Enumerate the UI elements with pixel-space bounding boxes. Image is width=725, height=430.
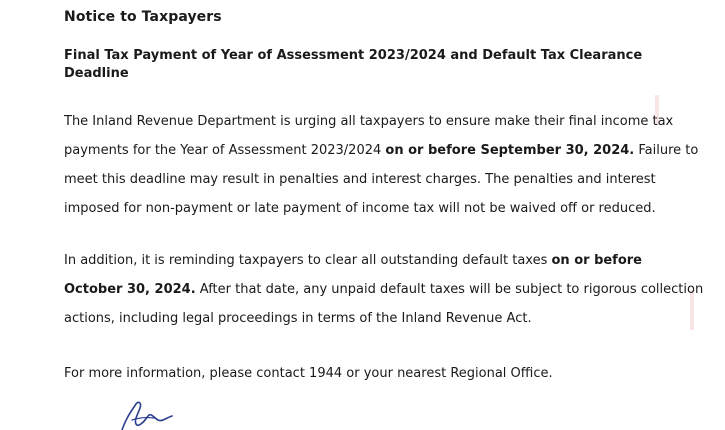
paragraph-text: In addition, it is reminding taxpayers to clear all outstanding default taxes — [64, 253, 552, 268]
contact-text: For more information, please contact 1944 or your nearest Regional Office. — [64, 366, 553, 381]
paragraph-text: After that date, any unpaid default taxes will be subject to rigorous collection actions, including legal proceedings in terms of the Inland Revenue Act. — [64, 282, 704, 326]
signature-mark — [118, 400, 178, 430]
paragraph-text: The Inland Revenue Department is urging all taxpayers to ensure make their final income tax payments for the Year of Assessment 2023/2024 — [64, 114, 674, 158]
deadline-highlight: on or before September 30, 2024. — [385, 143, 635, 158]
paragraph-contact — [64, 359, 704, 388]
paragraph-final-payment — [64, 107, 704, 223]
paragraph-text: Failure to meet this deadline may result in penalties and interest charges. The penalties and interest imposed for non-payment or late payment of income tax will not be waived off or reduced. — [64, 143, 699, 216]
notice-title: Notice to Taxpayers — [64, 9, 222, 25]
notice-subject: Final Tax Payment of Year of Assessment 2023/2024 and Default Tax Clearance Deadline — [64, 48, 643, 81]
paragraph-default-taxes — [64, 246, 704, 333]
deadline-highlight: on or before October 30, 2024. — [64, 253, 643, 297]
